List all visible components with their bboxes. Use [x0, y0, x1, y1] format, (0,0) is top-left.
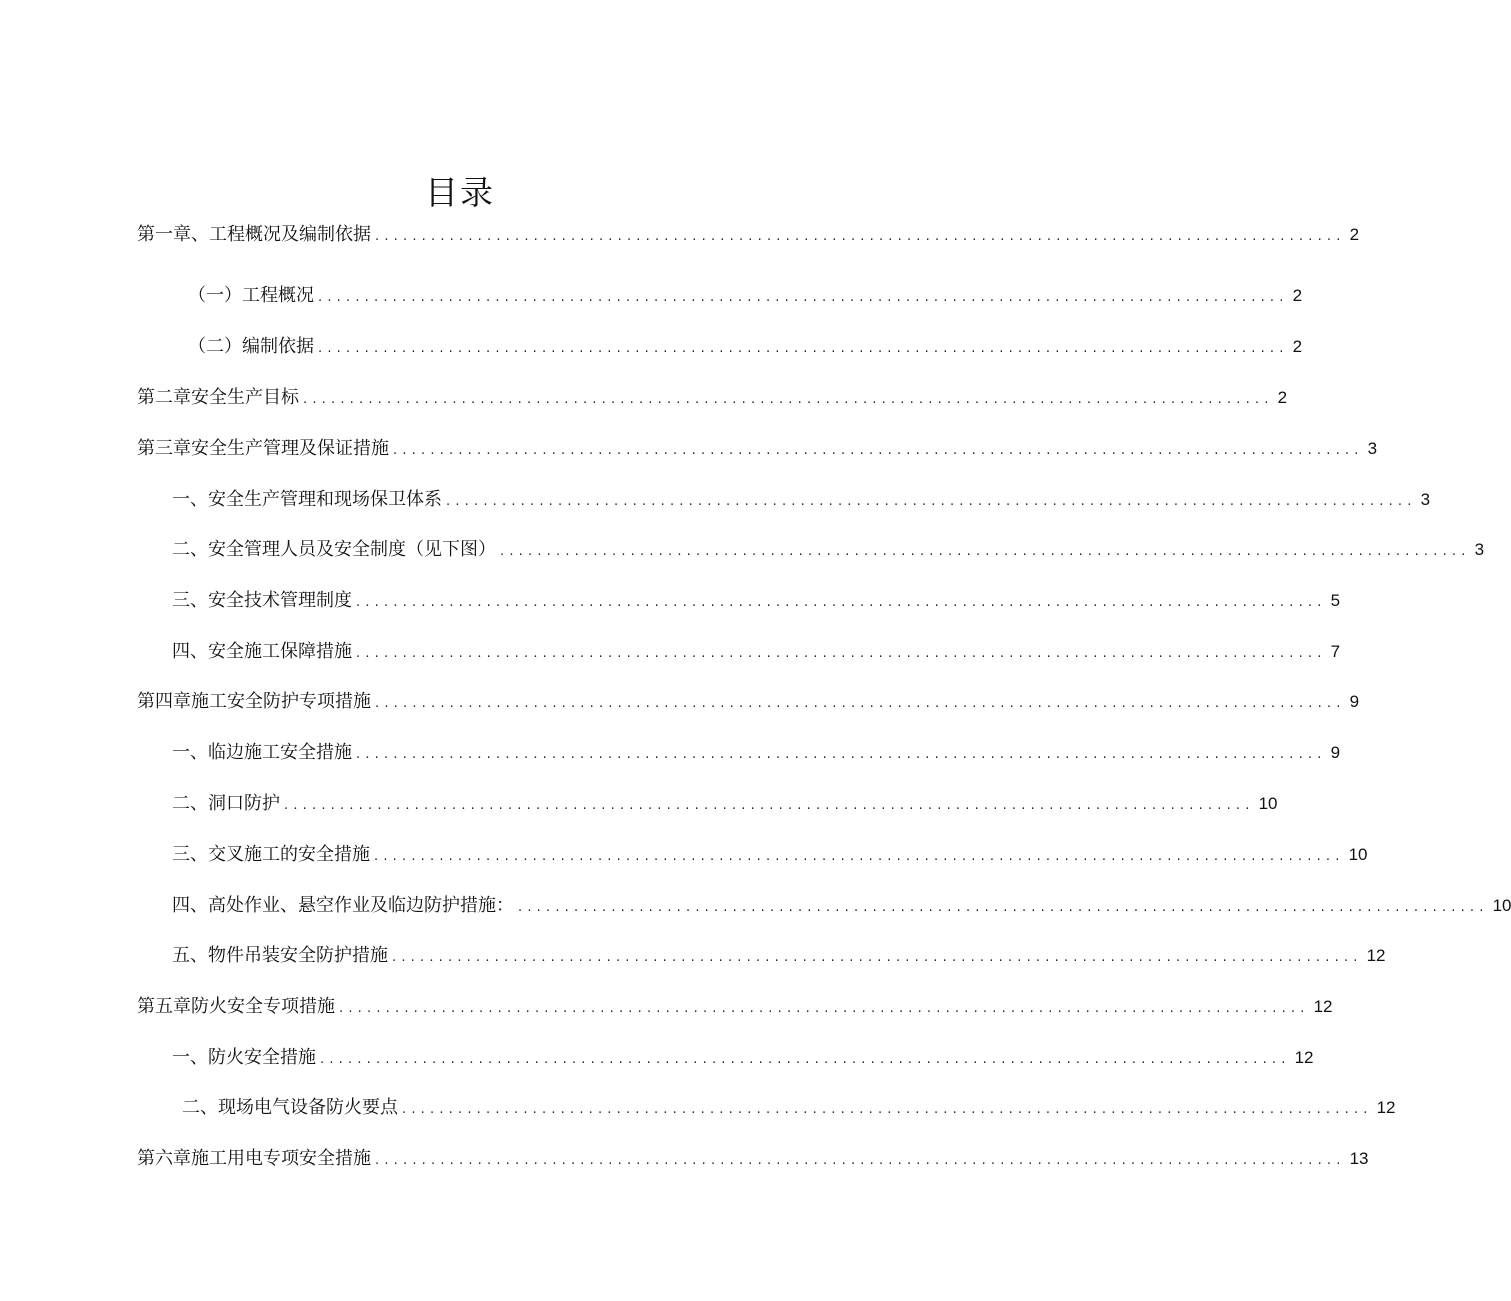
toc-entry-label: 五、物件吊装安全防护措施: [172, 945, 388, 966]
toc-entry[interactable]: [172, 637, 1341, 667]
dot-leader: ........................................................................................................: [356, 595, 1327, 610]
toc-entry-label: 第二章安全生产目标: [137, 387, 299, 408]
toc-entry[interactable]: [137, 220, 1360, 250]
toc-entry[interactable]: [137, 1144, 1369, 1174]
dot-leader: ........................................................................................................: [500, 544, 1471, 559]
toc-entry[interactable]: [137, 383, 1288, 413]
toc-entry[interactable]: [172, 1043, 1314, 1073]
dot-leader: ........................................................................................................: [339, 1001, 1310, 1016]
dot-leader: ........................................................................................................: [374, 849, 1345, 864]
dot-leader: ........................................................................................................: [318, 290, 1289, 305]
toc-entry-page: 3: [1420, 490, 1431, 509]
toc-entry[interactable]: [188, 281, 1303, 311]
dot-leader: ........................................................................................................: [375, 696, 1346, 711]
dot-leader: ........................................................................................................: [320, 1052, 1291, 1067]
toc-entry-page: 7: [1330, 642, 1341, 661]
dot-leader: ........................................................................................................: [356, 747, 1327, 762]
toc-entry-label: （二）编制依据: [188, 336, 314, 357]
dot-leader: ........................................................................................................: [402, 1102, 1373, 1117]
toc-entry-label: 一、安全生产管理和现场保卫体系: [172, 489, 442, 510]
toc-entry[interactable]: [137, 687, 1360, 717]
toc-entry[interactable]: [172, 941, 1386, 971]
toc-entry-label: 一、防火安全措施: [172, 1047, 316, 1068]
dot-leader: ........................................................................................................: [446, 494, 1417, 509]
toc-entry[interactable]: [172, 840, 1368, 870]
toc-entry-page: 2: [1349, 225, 1360, 244]
toc-entry-label: 二、洞口防护: [172, 793, 280, 814]
toc-entry-page: 9: [1330, 743, 1341, 762]
toc-entry[interactable]: [172, 738, 1341, 768]
toc-entry[interactable]: [188, 332, 1303, 362]
toc-entry-page: 3: [1474, 540, 1485, 559]
dot-leader: ........................................................................................................: [375, 1153, 1346, 1168]
toc-entry-page: 9: [1349, 692, 1360, 711]
toc-entry-page: 2: [1277, 388, 1288, 407]
toc-entry-page: 2: [1292, 337, 1303, 356]
dot-leader: ........................................................................................................: [303, 392, 1274, 407]
toc-entry-page: 12: [1294, 1048, 1314, 1067]
toc-entry-label: 一、临边施工安全措施: [172, 742, 352, 763]
toc-entry-page: 12: [1313, 997, 1333, 1016]
toc-entry-label: 四、高处作业、悬空作业及临边防护措施：: [172, 895, 514, 916]
toc-entry[interactable]: [137, 992, 1333, 1022]
dot-leader: ........................................................................................................: [518, 900, 1489, 915]
toc-entry[interactable]: [172, 485, 1431, 515]
toc-entry-label: 三、交叉施工的安全措施: [172, 844, 370, 865]
dot-leader: ........................................................................................................: [356, 646, 1327, 661]
dot-leader: ........................................................................................................: [392, 950, 1363, 965]
toc-entry-page: 12: [1376, 1098, 1396, 1117]
toc-entry-page: 3: [1367, 439, 1378, 458]
dot-leader: ........................................................................................................: [284, 798, 1255, 813]
toc-title: 目录: [425, 173, 495, 212]
toc-entry-label: 第一章、工程概况及编制依据: [137, 224, 371, 245]
toc-entry-label: 第三章安全生产管理及保证措施: [137, 438, 389, 459]
toc-entry-label: （一）工程概况: [188, 285, 314, 306]
toc-entry-label: 二、现场电气设备防火要点: [182, 1097, 398, 1118]
toc-entry-label: 第四章施工安全防护专项措施: [137, 691, 371, 712]
toc-entry-label: 二、安全管理人员及安全制度（见下图）: [172, 539, 496, 560]
toc-entry-label: 四、安全施工保障措施: [172, 641, 352, 662]
toc-entry[interactable]: [137, 434, 1378, 464]
dot-leader: ........................................................................................................: [318, 341, 1289, 356]
dot-leader: ........................................................................................................: [375, 229, 1346, 244]
toc-entry[interactable]: [182, 1093, 1396, 1123]
toc-entry[interactable]: [172, 586, 1341, 616]
dot-leader: ........................................................................................................: [393, 443, 1364, 458]
toc-entry[interactable]: [172, 535, 1485, 565]
toc-entry-page: 5: [1330, 591, 1341, 610]
toc-entry[interactable]: [172, 789, 1278, 819]
toc-entry-page: 10: [1258, 794, 1278, 813]
toc-entry-label: 三、安全技术管理制度: [172, 590, 352, 611]
toc-entry-label: 第六章施工用电专项安全措施: [137, 1148, 371, 1169]
toc-entry-page: 10: [1492, 896, 1511, 915]
toc-entry-page: 10: [1348, 845, 1368, 864]
toc-entry-label: 第五章防火安全专项措施: [137, 996, 335, 1017]
toc-entry-page: 2: [1292, 286, 1303, 305]
toc-entry[interactable]: [172, 891, 1511, 921]
toc-entry-page: 12: [1366, 946, 1386, 965]
toc-entry-page: 13: [1349, 1149, 1369, 1168]
